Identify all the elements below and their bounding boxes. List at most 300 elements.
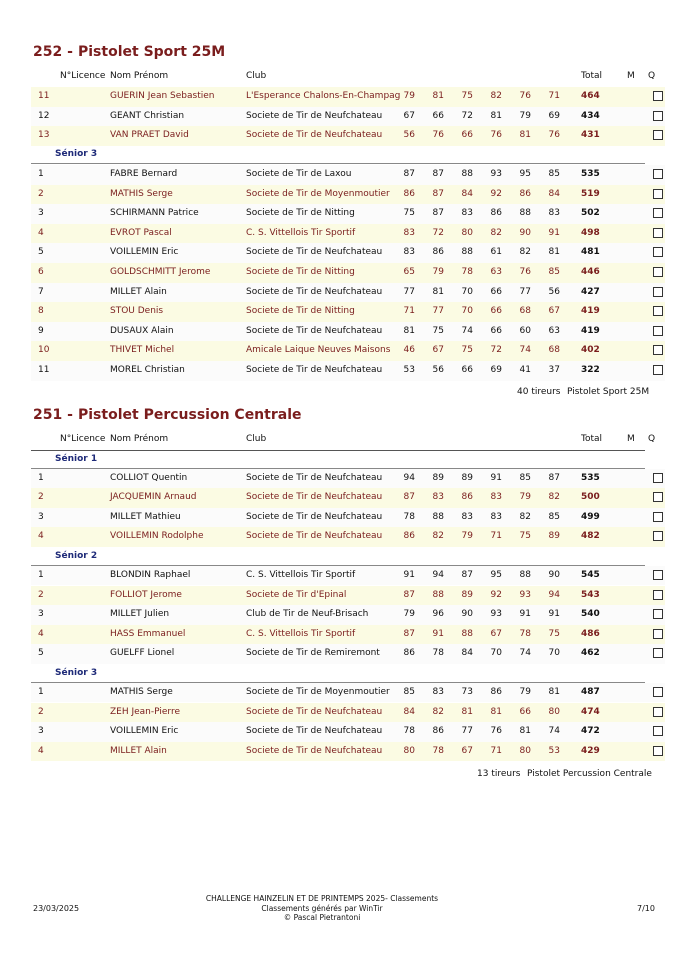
name-cell: MILLET Alain — [110, 745, 167, 756]
total-cell: 419 — [581, 306, 600, 317]
score-cell: 74 — [461, 325, 473, 336]
score-cell: 78 — [519, 628, 531, 639]
score-cell: 66 — [519, 706, 531, 717]
club-cell: Societe de Tir de Remiremont — [246, 648, 380, 659]
score-cell: 82 — [490, 227, 502, 238]
score-cell: 85 — [548, 267, 560, 277]
score-cell: 80 — [519, 745, 531, 756]
score-cell: 87 — [432, 208, 444, 219]
q-checkbox[interactable] — [653, 91, 663, 101]
col-club: Club — [246, 434, 267, 444]
score-cell: 82 — [432, 706, 444, 717]
total-cell: 545 — [581, 569, 600, 580]
name-cell: JACQUEMIN Arnaud — [110, 492, 197, 503]
score-cell: 81 — [403, 325, 415, 336]
table-row — [31, 341, 665, 361]
table-row — [31, 107, 665, 127]
score-cell: 80 — [461, 227, 473, 238]
score-cell: 70 — [461, 286, 473, 297]
rank-cell: 1 — [38, 569, 44, 580]
category-label — [31, 450, 645, 469]
total-cell: 487 — [581, 686, 600, 697]
count-label: Pistolet Percussion Centrale — [527, 769, 652, 779]
club-cell: Societe de Tir de Moyenmoutier — [246, 686, 390, 697]
rank-cell: 2 — [38, 492, 44, 503]
total-cell: 519 — [581, 188, 600, 199]
score-cell: 88 — [432, 589, 444, 600]
score-cell: 76 — [519, 267, 531, 277]
table-row — [31, 87, 665, 107]
q-checkbox[interactable] — [653, 267, 663, 277]
score-cell: 89 — [432, 472, 444, 483]
table-row — [31, 683, 665, 703]
category-text: Sénior 1 — [55, 454, 98, 464]
score-cell: 65 — [403, 267, 415, 277]
score-cell: 91 — [490, 472, 502, 483]
score-cell: 81 — [548, 247, 560, 258]
q-checkbox[interactable] — [653, 629, 663, 639]
club-cell: Societe de Tir de Neufchateau — [246, 745, 383, 756]
rank-cell: 12 — [38, 110, 50, 121]
score-cell: 41 — [519, 365, 531, 375]
q-checkbox[interactable] — [653, 326, 663, 336]
total-cell: 502 — [581, 208, 600, 219]
score-cell: 67 — [548, 306, 560, 317]
table-row — [31, 625, 665, 645]
rank-cell: 3 — [38, 511, 44, 522]
score-cell: 79 — [403, 609, 415, 620]
section-title-252 — [33, 44, 225, 60]
score-cell: 79 — [519, 110, 531, 121]
score-cell: 83 — [548, 208, 560, 219]
section-code: 252 - — [33, 44, 73, 60]
club-cell: L'Esperance Chalons-En-Champag — [246, 91, 401, 101]
category-label — [31, 547, 645, 566]
score-cell: 94 — [403, 472, 415, 483]
score-cell: 89 — [461, 472, 473, 483]
rank-cell: 4 — [38, 745, 44, 756]
q-checkbox[interactable] — [653, 609, 663, 619]
name-cell: MATHIS Serge — [110, 188, 173, 199]
score-cell: 81 — [432, 91, 444, 101]
score-cell: 86 — [403, 648, 415, 659]
table-row — [31, 703, 665, 723]
score-cell: 87 — [548, 472, 560, 483]
score-cell: 71 — [490, 745, 502, 756]
score-cell: 80 — [403, 745, 415, 756]
table-row — [31, 165, 665, 185]
q-checkbox[interactable] — [653, 531, 663, 541]
score-cell: 76 — [490, 726, 502, 737]
score-cell: 71 — [403, 306, 415, 317]
q-checkbox[interactable] — [653, 512, 663, 522]
score-cell: 84 — [461, 188, 473, 199]
score-cell: 87 — [432, 188, 444, 199]
score-cell: 90 — [548, 569, 560, 580]
table-row — [31, 605, 665, 625]
total-cell: 427 — [581, 286, 600, 297]
q-checkbox[interactable] — [653, 492, 663, 502]
score-cell: 96 — [432, 609, 444, 620]
score-cell: 87 — [432, 169, 444, 179]
score-cell: 69 — [548, 110, 560, 121]
name-cell: COLLIOT Quentin — [110, 472, 188, 483]
score-cell: 68 — [519, 306, 531, 317]
table-header — [31, 66, 656, 88]
name-cell: MILLET Julien — [110, 609, 170, 620]
name-cell: VOILLEMIN Eric — [110, 726, 179, 737]
total-cell: 535 — [581, 472, 600, 483]
score-cell: 86 — [432, 247, 444, 258]
score-cell: 76 — [432, 130, 444, 141]
rank-cell: 2 — [38, 188, 44, 199]
name-cell: FOLLIOT Jerome — [110, 589, 182, 600]
section-code: 251 - — [33, 407, 73, 423]
score-cell: 53 — [403, 365, 415, 375]
q-checkbox[interactable] — [653, 590, 663, 600]
score-cell: 86 — [461, 492, 473, 503]
score-cell: 84 — [403, 706, 415, 717]
shooter-count: 40 tireurs — [517, 387, 561, 397]
q-checkbox[interactable] — [653, 208, 663, 218]
col-total: Total — [581, 434, 603, 444]
club-cell: Societe de Tir de Neufchateau — [246, 492, 383, 503]
score-cell: 83 — [403, 247, 415, 258]
table-row — [31, 302, 665, 322]
table-row — [31, 283, 665, 303]
score-cell: 83 — [403, 227, 415, 238]
score-cell: 71 — [548, 91, 560, 101]
club-cell: Societe de Tir de Neufchateau — [246, 511, 383, 522]
q-checkbox[interactable] — [653, 570, 663, 580]
table-row — [31, 469, 665, 489]
score-cell: 85 — [519, 472, 531, 483]
score-cell: 82 — [519, 511, 531, 522]
score-cell: 78 — [403, 511, 415, 522]
club-cell: Societe de Tir de Neufchateau — [246, 110, 383, 121]
score-cell: 87 — [461, 569, 473, 580]
name-cell: EVROT Pascal — [110, 227, 172, 238]
name-cell: MILLET Mathieu — [110, 511, 181, 522]
score-cell: 79 — [432, 267, 444, 277]
score-cell: 70 — [461, 306, 473, 317]
count-label: Pistolet Sport 25M — [567, 387, 650, 397]
name-cell: MATHIS Serge — [110, 686, 173, 697]
col-q: Q — [648, 71, 656, 81]
score-cell: 37 — [548, 365, 560, 375]
club-cell: Club de Tir de Neuf-Brisach — [246, 609, 369, 620]
q-checkbox[interactable] — [653, 130, 663, 140]
q-checkbox[interactable] — [653, 189, 663, 199]
q-checkbox[interactable] — [653, 111, 663, 121]
col-name: Nom Prénom — [110, 434, 169, 444]
name-cell: GUELFF Lionel — [110, 648, 175, 659]
col-name: Nom Prénom — [110, 71, 169, 81]
club-cell: Societe de Tir de Neufchateau — [246, 472, 383, 483]
total-cell: 482 — [581, 531, 600, 542]
score-cell: 66 — [490, 325, 502, 336]
score-cell: 88 — [461, 169, 473, 179]
rank-cell: 8 — [38, 306, 44, 317]
score-cell: 88 — [461, 247, 473, 258]
name-cell: VAN PRAET David — [110, 130, 189, 141]
club-cell: Societe de Tir de Moyenmoutier — [246, 188, 390, 199]
table-row — [31, 185, 665, 205]
score-cell: 82 — [548, 492, 560, 503]
q-checkbox[interactable] — [653, 687, 663, 697]
name-cell: FABRE Bernard — [110, 169, 178, 179]
score-cell: 81 — [461, 706, 473, 717]
score-cell: 66 — [490, 306, 502, 317]
score-cell: 63 — [490, 267, 502, 277]
total-cell: 419 — [581, 325, 600, 336]
score-cell: 92 — [490, 589, 502, 600]
score-cell: 75 — [403, 208, 415, 219]
total-cell: 486 — [581, 628, 600, 639]
score-cell: 84 — [548, 188, 560, 199]
total-cell: 446 — [581, 267, 600, 277]
score-cell: 91 — [432, 628, 444, 639]
total-cell: 431 — [581, 130, 600, 141]
rank-cell: 7 — [38, 286, 44, 297]
total-cell: 472 — [581, 726, 600, 737]
rank-cell: 1 — [38, 169, 44, 179]
score-cell: 79 — [519, 492, 531, 503]
club-cell: Societe de Tir de Nitting — [246, 267, 355, 277]
score-cell: 82 — [519, 247, 531, 258]
score-cell: 56 — [403, 130, 415, 141]
score-cell: 73 — [461, 686, 473, 697]
col-total: Total — [581, 71, 603, 81]
score-cell: 79 — [403, 91, 415, 101]
name-cell: VOILLEMIN Rodolphe — [110, 531, 204, 542]
score-cell: 75 — [432, 325, 444, 336]
q-checkbox[interactable] — [653, 648, 663, 658]
rank-cell: 1 — [38, 472, 44, 483]
score-cell: 81 — [519, 130, 531, 141]
score-cell: 95 — [519, 169, 531, 179]
category-label — [31, 664, 645, 683]
rank-cell: 13 — [38, 130, 50, 141]
score-cell: 77 — [403, 286, 415, 297]
club-cell: Societe de Tir de Nitting — [246, 208, 355, 219]
score-cell: 91 — [548, 227, 560, 238]
score-cell: 90 — [461, 609, 473, 620]
score-cell: 87 — [403, 169, 415, 179]
score-cell: 83 — [461, 208, 473, 219]
score-cell: 88 — [461, 628, 473, 639]
table-row — [31, 566, 665, 586]
total-cell: 535 — [581, 169, 600, 179]
score-cell: 86 — [490, 208, 502, 219]
score-cell: 75 — [461, 91, 473, 101]
rank-cell: 11 — [38, 365, 50, 375]
score-cell: 83 — [490, 492, 502, 503]
name-cell: SCHIRMANN Patrice — [110, 208, 199, 219]
score-cell: 71 — [490, 531, 502, 542]
score-cell: 67 — [490, 628, 502, 639]
score-cell: 91 — [548, 609, 560, 620]
score-cell: 94 — [548, 589, 560, 600]
col-licence: N°Licence — [60, 71, 106, 81]
score-cell: 85 — [403, 686, 415, 697]
table-row — [31, 488, 665, 508]
category-text: Sénior 3 — [55, 668, 98, 679]
club-cell: Societe de Tir de Neufchateau — [246, 130, 383, 141]
score-cell: 66 — [461, 365, 473, 375]
total-cell: 429 — [581, 745, 600, 756]
score-cell: 89 — [548, 531, 560, 542]
q-checkbox[interactable] — [653, 726, 663, 736]
table-row — [31, 508, 665, 528]
rank-cell: 1 — [38, 686, 44, 697]
total-cell: 499 — [581, 511, 600, 522]
score-cell: 86 — [403, 531, 415, 542]
score-cell: 88 — [519, 569, 531, 580]
rank-cell: 6 — [38, 267, 44, 277]
score-cell: 75 — [461, 345, 473, 356]
table-row — [31, 644, 665, 664]
score-cell: 83 — [432, 492, 444, 503]
score-cell: 77 — [432, 306, 444, 317]
score-cell: 53 — [548, 745, 560, 756]
col-club: Club — [246, 71, 267, 81]
score-cell: 67 — [461, 745, 473, 756]
score-cell: 75 — [548, 628, 560, 639]
score-cell: 78 — [403, 726, 415, 737]
table-row — [31, 204, 665, 224]
score-cell: 72 — [461, 110, 473, 121]
score-cell: 61 — [490, 247, 502, 258]
score-cell: 86 — [432, 726, 444, 737]
score-cell: 87 — [403, 492, 415, 503]
club-cell: Amicale Laique Neuves Maisons — [246, 345, 391, 356]
q-checkbox[interactable] — [653, 365, 663, 375]
rank-cell: 4 — [38, 531, 44, 542]
q-checkbox[interactable] — [653, 306, 663, 316]
name-cell: VOILLEMIN Eric — [110, 247, 179, 258]
name-cell: BLONDIN Raphael — [110, 569, 191, 580]
footer-line-2: Classements générés par WinTir — [261, 903, 383, 913]
q-checkbox[interactable] — [653, 707, 663, 717]
score-cell: 74 — [519, 345, 531, 356]
score-cell: 83 — [490, 511, 502, 522]
name-cell: MOREL Christian — [110, 365, 185, 375]
total-cell: 322 — [581, 365, 600, 375]
club-cell: C. S. Vittellois Tir Sportif — [246, 569, 356, 580]
score-cell: 78 — [432, 648, 444, 659]
score-cell: 95 — [490, 569, 502, 580]
score-cell: 86 — [519, 188, 531, 199]
rank-cell: 5 — [38, 648, 44, 659]
page-number: 7/10 — [637, 904, 655, 913]
rank-cell: 3 — [38, 726, 44, 737]
score-cell: 85 — [548, 169, 560, 179]
name-cell: GOLDSCHMITT Jerome — [110, 267, 211, 277]
score-cell: 66 — [490, 286, 502, 297]
score-cell: 78 — [461, 267, 473, 277]
score-cell: 67 — [403, 110, 415, 121]
score-cell: 66 — [461, 130, 473, 141]
q-checkbox[interactable] — [653, 345, 663, 355]
score-cell: 82 — [490, 91, 502, 101]
score-cell: 93 — [490, 169, 502, 179]
score-cell: 70 — [548, 648, 560, 659]
table-row — [31, 322, 665, 342]
score-cell: 87 — [403, 628, 415, 639]
total-cell: 481 — [581, 247, 600, 258]
name-cell: ZEH Jean-Pierre — [110, 706, 180, 717]
name-cell: STOU Denis — [110, 306, 164, 317]
score-cell: 91 — [519, 609, 531, 620]
score-cell: 89 — [461, 589, 473, 600]
footer-line-3: © Pascal Pietrantoni — [283, 913, 361, 922]
footer-date: 23/03/2025 — [33, 904, 80, 913]
table-row — [31, 263, 665, 283]
score-cell: 93 — [519, 589, 531, 600]
q-checkbox[interactable] — [653, 228, 663, 238]
table-header — [31, 429, 656, 451]
score-cell: 94 — [432, 569, 444, 580]
q-checkbox[interactable] — [653, 247, 663, 257]
score-cell: 86 — [403, 188, 415, 199]
score-cell: 86 — [490, 686, 502, 697]
footer-line-1: CHALLENGE HAINZELIN ET DE PRINTEMPS 2025- Classements — [205, 894, 439, 903]
total-cell: 402 — [581, 345, 600, 356]
q-checkbox[interactable] — [653, 746, 663, 756]
score-cell: 72 — [490, 345, 502, 356]
q-checkbox[interactable] — [653, 169, 663, 179]
q-checkbox[interactable] — [653, 473, 663, 483]
club-cell: Societe de Tir de Neufchateau — [246, 247, 383, 258]
score-cell: 66 — [432, 110, 444, 121]
name-cell: DUSAUX Alain — [110, 325, 174, 336]
score-cell: 76 — [519, 91, 531, 101]
score-cell: 63 — [548, 325, 560, 336]
score-cell: 74 — [519, 648, 531, 659]
score-cell: 83 — [461, 511, 473, 522]
name-cell: GEANT Christian — [110, 110, 185, 121]
club-cell: Societe de Tir de Neufchateau — [246, 706, 383, 717]
score-cell: 60 — [519, 325, 531, 336]
score-cell: 68 — [548, 345, 560, 356]
rank-cell: 4 — [38, 628, 44, 639]
club-cell: Societe de Tir de Neufchateau — [246, 286, 383, 297]
club-cell: C. S. Vittellois Tir Sportif — [246, 628, 356, 639]
rank-cell: 11 — [38, 91, 50, 101]
score-cell: 81 — [519, 726, 531, 737]
club-cell: Societe de Tir de Neufchateau — [246, 726, 383, 737]
club-cell: Societe de Tir de Nitting — [246, 306, 355, 317]
col-m: M — [627, 434, 635, 444]
club-cell: Societe de Tir de Neufchateau — [246, 365, 383, 375]
score-cell: 76 — [548, 130, 560, 141]
score-cell: 56 — [432, 365, 444, 375]
q-checkbox[interactable] — [653, 287, 663, 297]
score-cell: 80 — [548, 706, 560, 717]
total-cell: 464 — [581, 91, 600, 101]
category-text: Sénior 2 — [55, 551, 98, 562]
section-name: Pistolet Sport 25M — [78, 44, 226, 60]
score-cell: 84 — [461, 648, 473, 659]
table-row — [31, 527, 665, 547]
score-cell: 88 — [519, 208, 531, 219]
rank-cell: 4 — [38, 227, 44, 238]
score-cell: 69 — [490, 365, 502, 375]
name-cell: THIVET Michel — [110, 345, 175, 356]
table-row — [31, 361, 665, 381]
name-cell: MILLET Alain — [110, 286, 167, 297]
